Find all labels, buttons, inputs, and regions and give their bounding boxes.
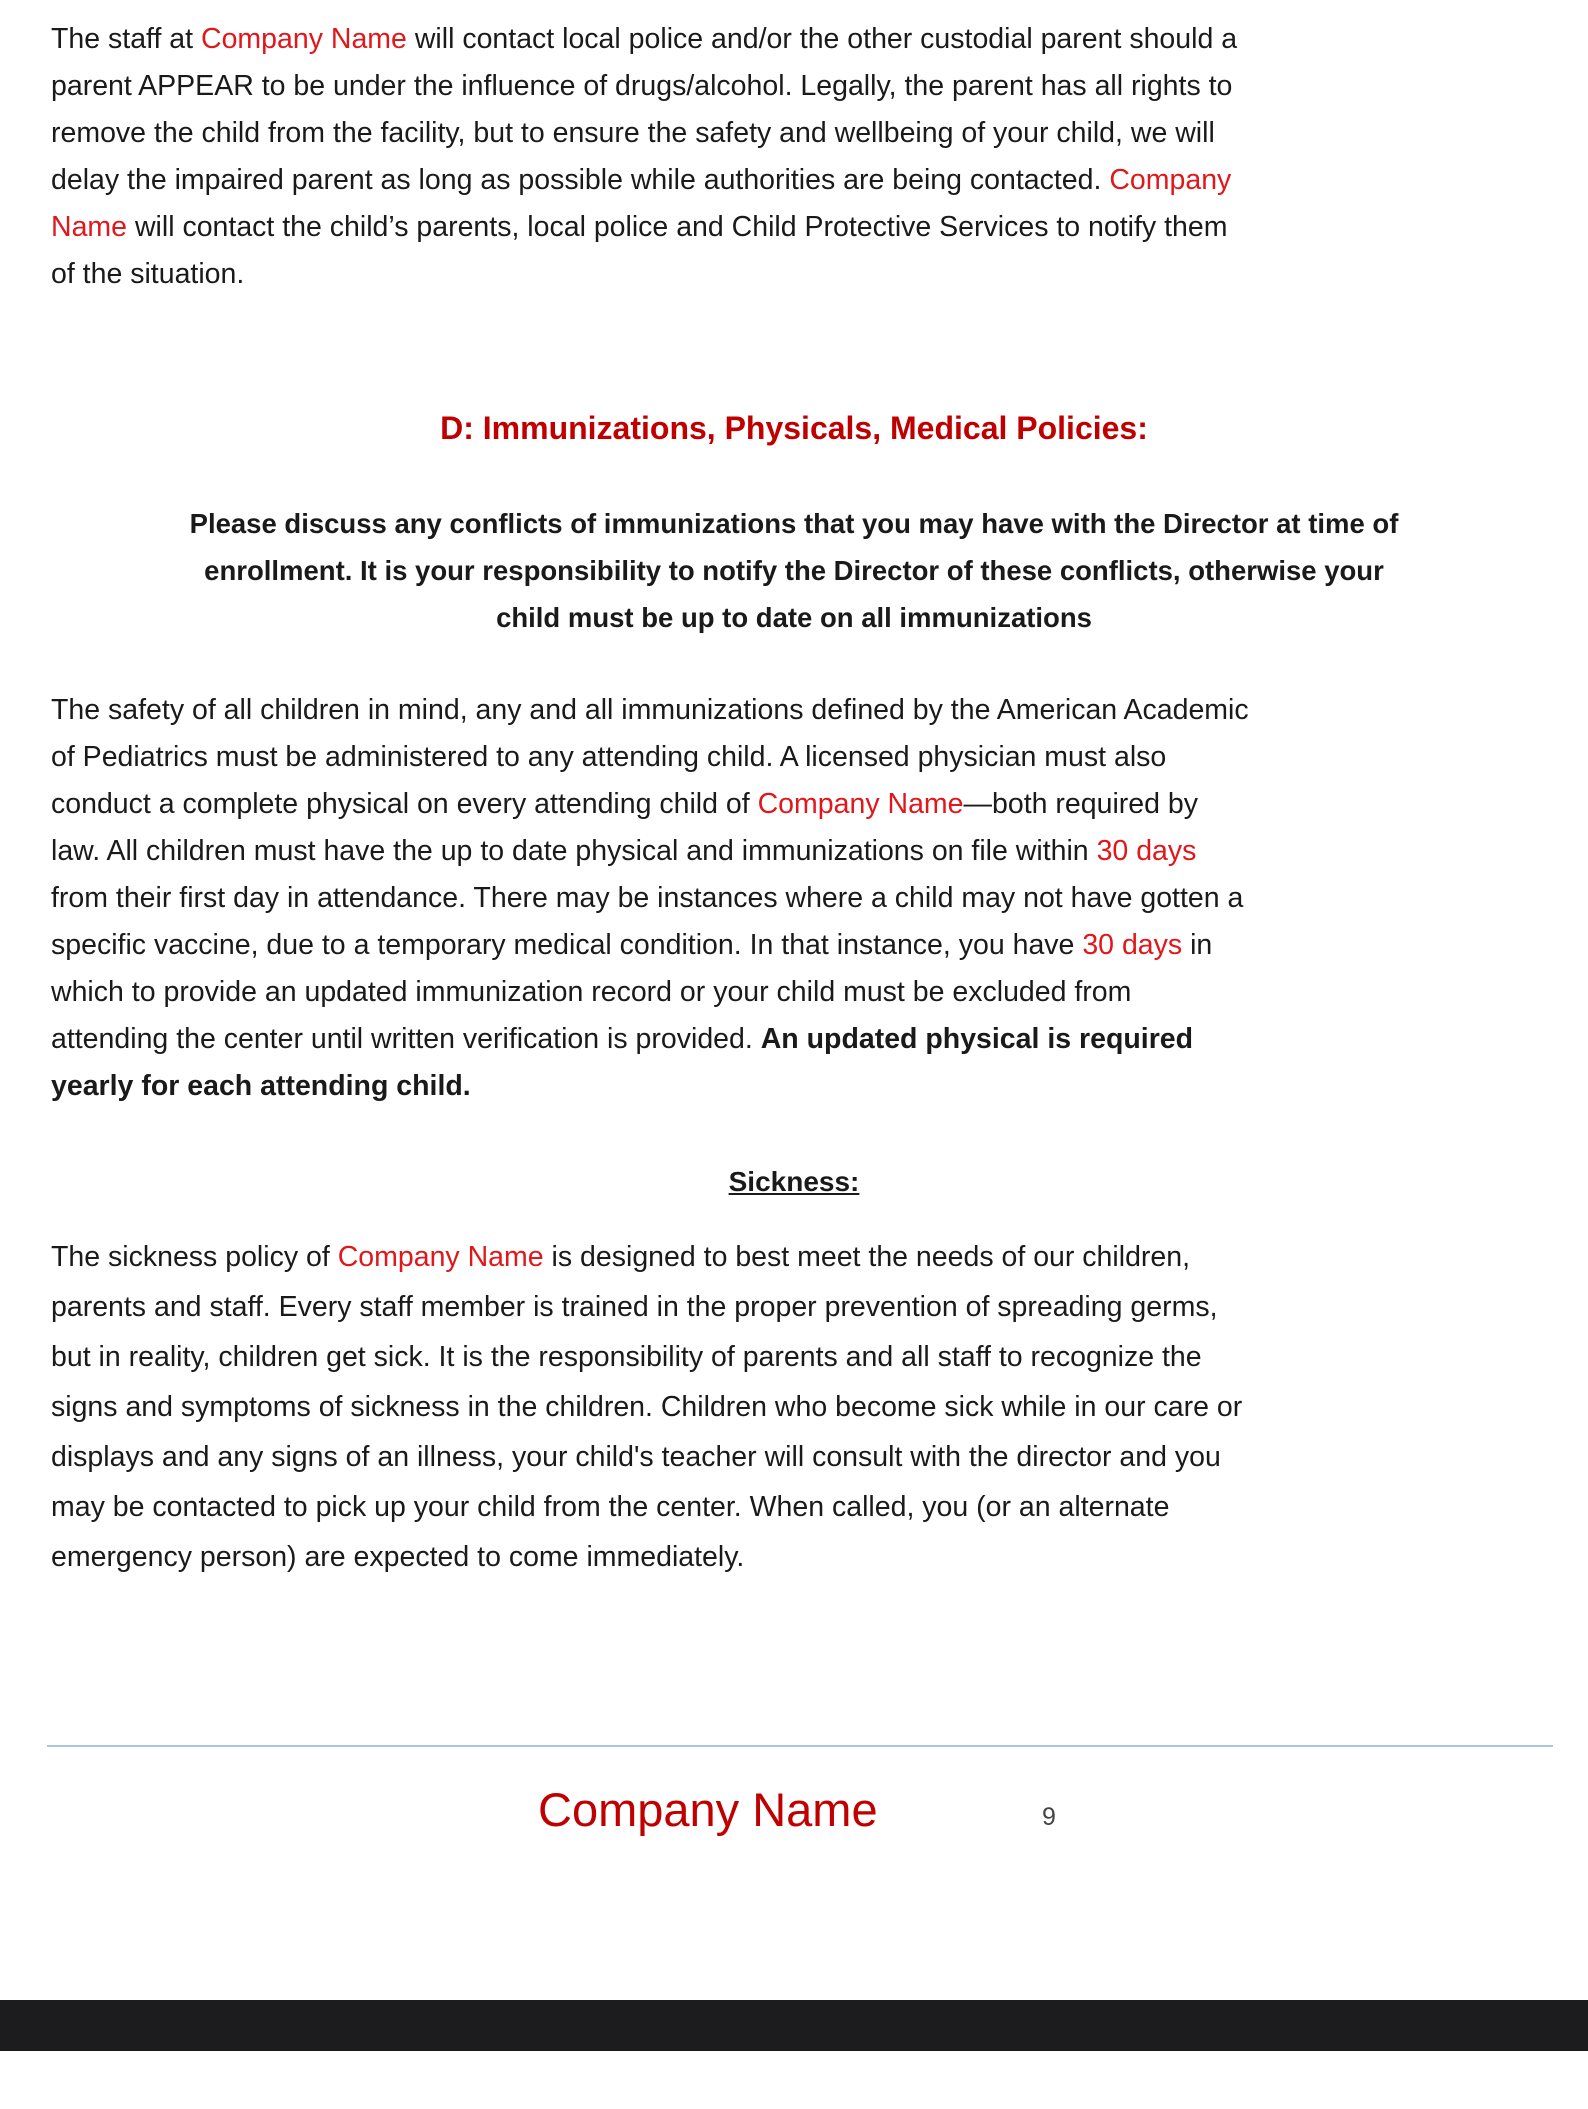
text-segment: —both required by	[963, 788, 1198, 820]
text-line	[51, 781, 1558, 828]
text-segment: displays and any signs of an illness, your child's teacher will consult with the director and you	[51, 1441, 1221, 1473]
text-line	[30, 500, 1558, 547]
section-heading: D: Immunizations, Physicals, Medical Policies:	[440, 410, 1148, 446]
text-segment: in	[1182, 929, 1213, 961]
text-segment: conduct a complete physical on every attending child of	[51, 788, 758, 820]
text-line	[30, 547, 1558, 594]
highlighted-text: Name	[51, 211, 128, 243]
text-line	[51, 969, 1558, 1016]
text-line	[51, 1482, 1558, 1532]
text-segment: may be contacted to pick up your child from the center. When called, you (or an alternate	[51, 1491, 1170, 1523]
text-segment: from their first day in attendance. There may be instances where a child may not have gotten a	[51, 882, 1244, 914]
text-line	[51, 687, 1558, 734]
text-segment: The safety of all children in mind, any and all immunizations defined by the American Academic	[51, 694, 1249, 726]
text-segment: of Pediatrics must be administered to any attending child. A licensed physician must also	[51, 741, 1167, 773]
bottom-bar	[0, 2000, 1588, 2051]
text-segment: child must be up to date on all immunizations	[496, 602, 1092, 633]
text-segment: specific vaccine, due to a temporary medical condition. In that instance, you have	[51, 929, 1083, 961]
text-line	[51, 1063, 1558, 1110]
highlighted-text: Company Name	[200, 23, 407, 55]
text-segment: The sickness policy of	[51, 1241, 338, 1273]
text-line	[51, 1332, 1558, 1382]
text-segment: emergency person) are expected to come immediately.	[51, 1541, 745, 1573]
text-line	[51, 110, 1558, 157]
highlighted-text: Company	[1109, 164, 1232, 196]
footer-divider	[47, 1745, 1553, 1747]
text-segment: remove the child from the facility, but to ensure the safety and wellbeing of your child, we will	[51, 117, 1215, 149]
text-line	[30, 594, 1558, 641]
footer-company-name: Company Name	[538, 1783, 878, 1836]
text-segment: delay the impaired parent as long as possible while authorities are being contacted.	[51, 164, 1110, 196]
text-line	[51, 16, 1558, 63]
highlighted-text: 30 days	[1096, 835, 1197, 867]
text-segment: which to provide an updated immunization record or your child must be excluded from	[51, 976, 1132, 1008]
immunization-notice	[30, 500, 1558, 641]
paragraph-impaired-parent	[51, 16, 1558, 298]
text-segment: but in reality, children get sick. It is the responsibility of parents and all staff to recognize the	[51, 1341, 1202, 1373]
text-line	[51, 1432, 1558, 1482]
text-segment: attending the center until written verification is provided.	[51, 1023, 761, 1055]
text-line	[51, 251, 1558, 298]
text-line	[51, 204, 1558, 251]
text-line	[51, 1382, 1558, 1432]
bold-text: yearly for each attending child.	[51, 1070, 471, 1102]
text-segment: law. All children must have the up to date physical and immunizations on file within	[51, 835, 1097, 867]
text-line	[51, 63, 1558, 110]
highlighted-text: Company Name	[337, 1241, 544, 1273]
text-segment: parent APPEAR to be under the influence of drugs/alcohol. Legally, the parent has all rights to	[51, 70, 1233, 102]
highlighted-text: 30 days	[1082, 929, 1183, 961]
text-line	[51, 157, 1558, 204]
text-segment: parents and staff. Every staff member is trained in the proper prevention of spreading germs,	[51, 1291, 1218, 1323]
text-line	[51, 1282, 1558, 1332]
text-line	[51, 1232, 1558, 1282]
page-number: 9	[1042, 1803, 1056, 1831]
bold-text: An updated physical is required	[760, 1023, 1194, 1055]
highlighted-text: Company Name	[757, 788, 964, 820]
text-segment: of the situation.	[51, 258, 245, 290]
text-segment: will contact the child’s parents, local police and Child Protective Services to notify them	[127, 211, 1228, 243]
text-segment: is designed to best meet the needs of our children,	[543, 1241, 1191, 1273]
text-line	[51, 828, 1558, 875]
text-line	[51, 875, 1558, 922]
sickness-subheading: Sickness:	[728, 1166, 860, 1197]
text-line	[51, 1016, 1558, 1063]
text-segment: signs and symptoms of sickness in the children. Children who become sick while in our care or	[51, 1391, 1243, 1423]
text-segment: Please discuss any conflicts of immunizations that you may have with the Director at time of	[189, 508, 1399, 539]
text-line	[51, 1532, 1558, 1582]
text-segment: will contact local police and/or the other custodial parent should a	[406, 23, 1238, 55]
paragraph-immunizations	[51, 687, 1558, 1110]
text-segment: The staff at	[51, 23, 201, 55]
text-segment: enrollment. It is your responsibility to notify the Director of these conflicts, otherwise your	[204, 555, 1384, 586]
text-line	[51, 734, 1558, 781]
paragraph-sickness	[51, 1232, 1558, 1582]
text-line	[51, 922, 1558, 969]
